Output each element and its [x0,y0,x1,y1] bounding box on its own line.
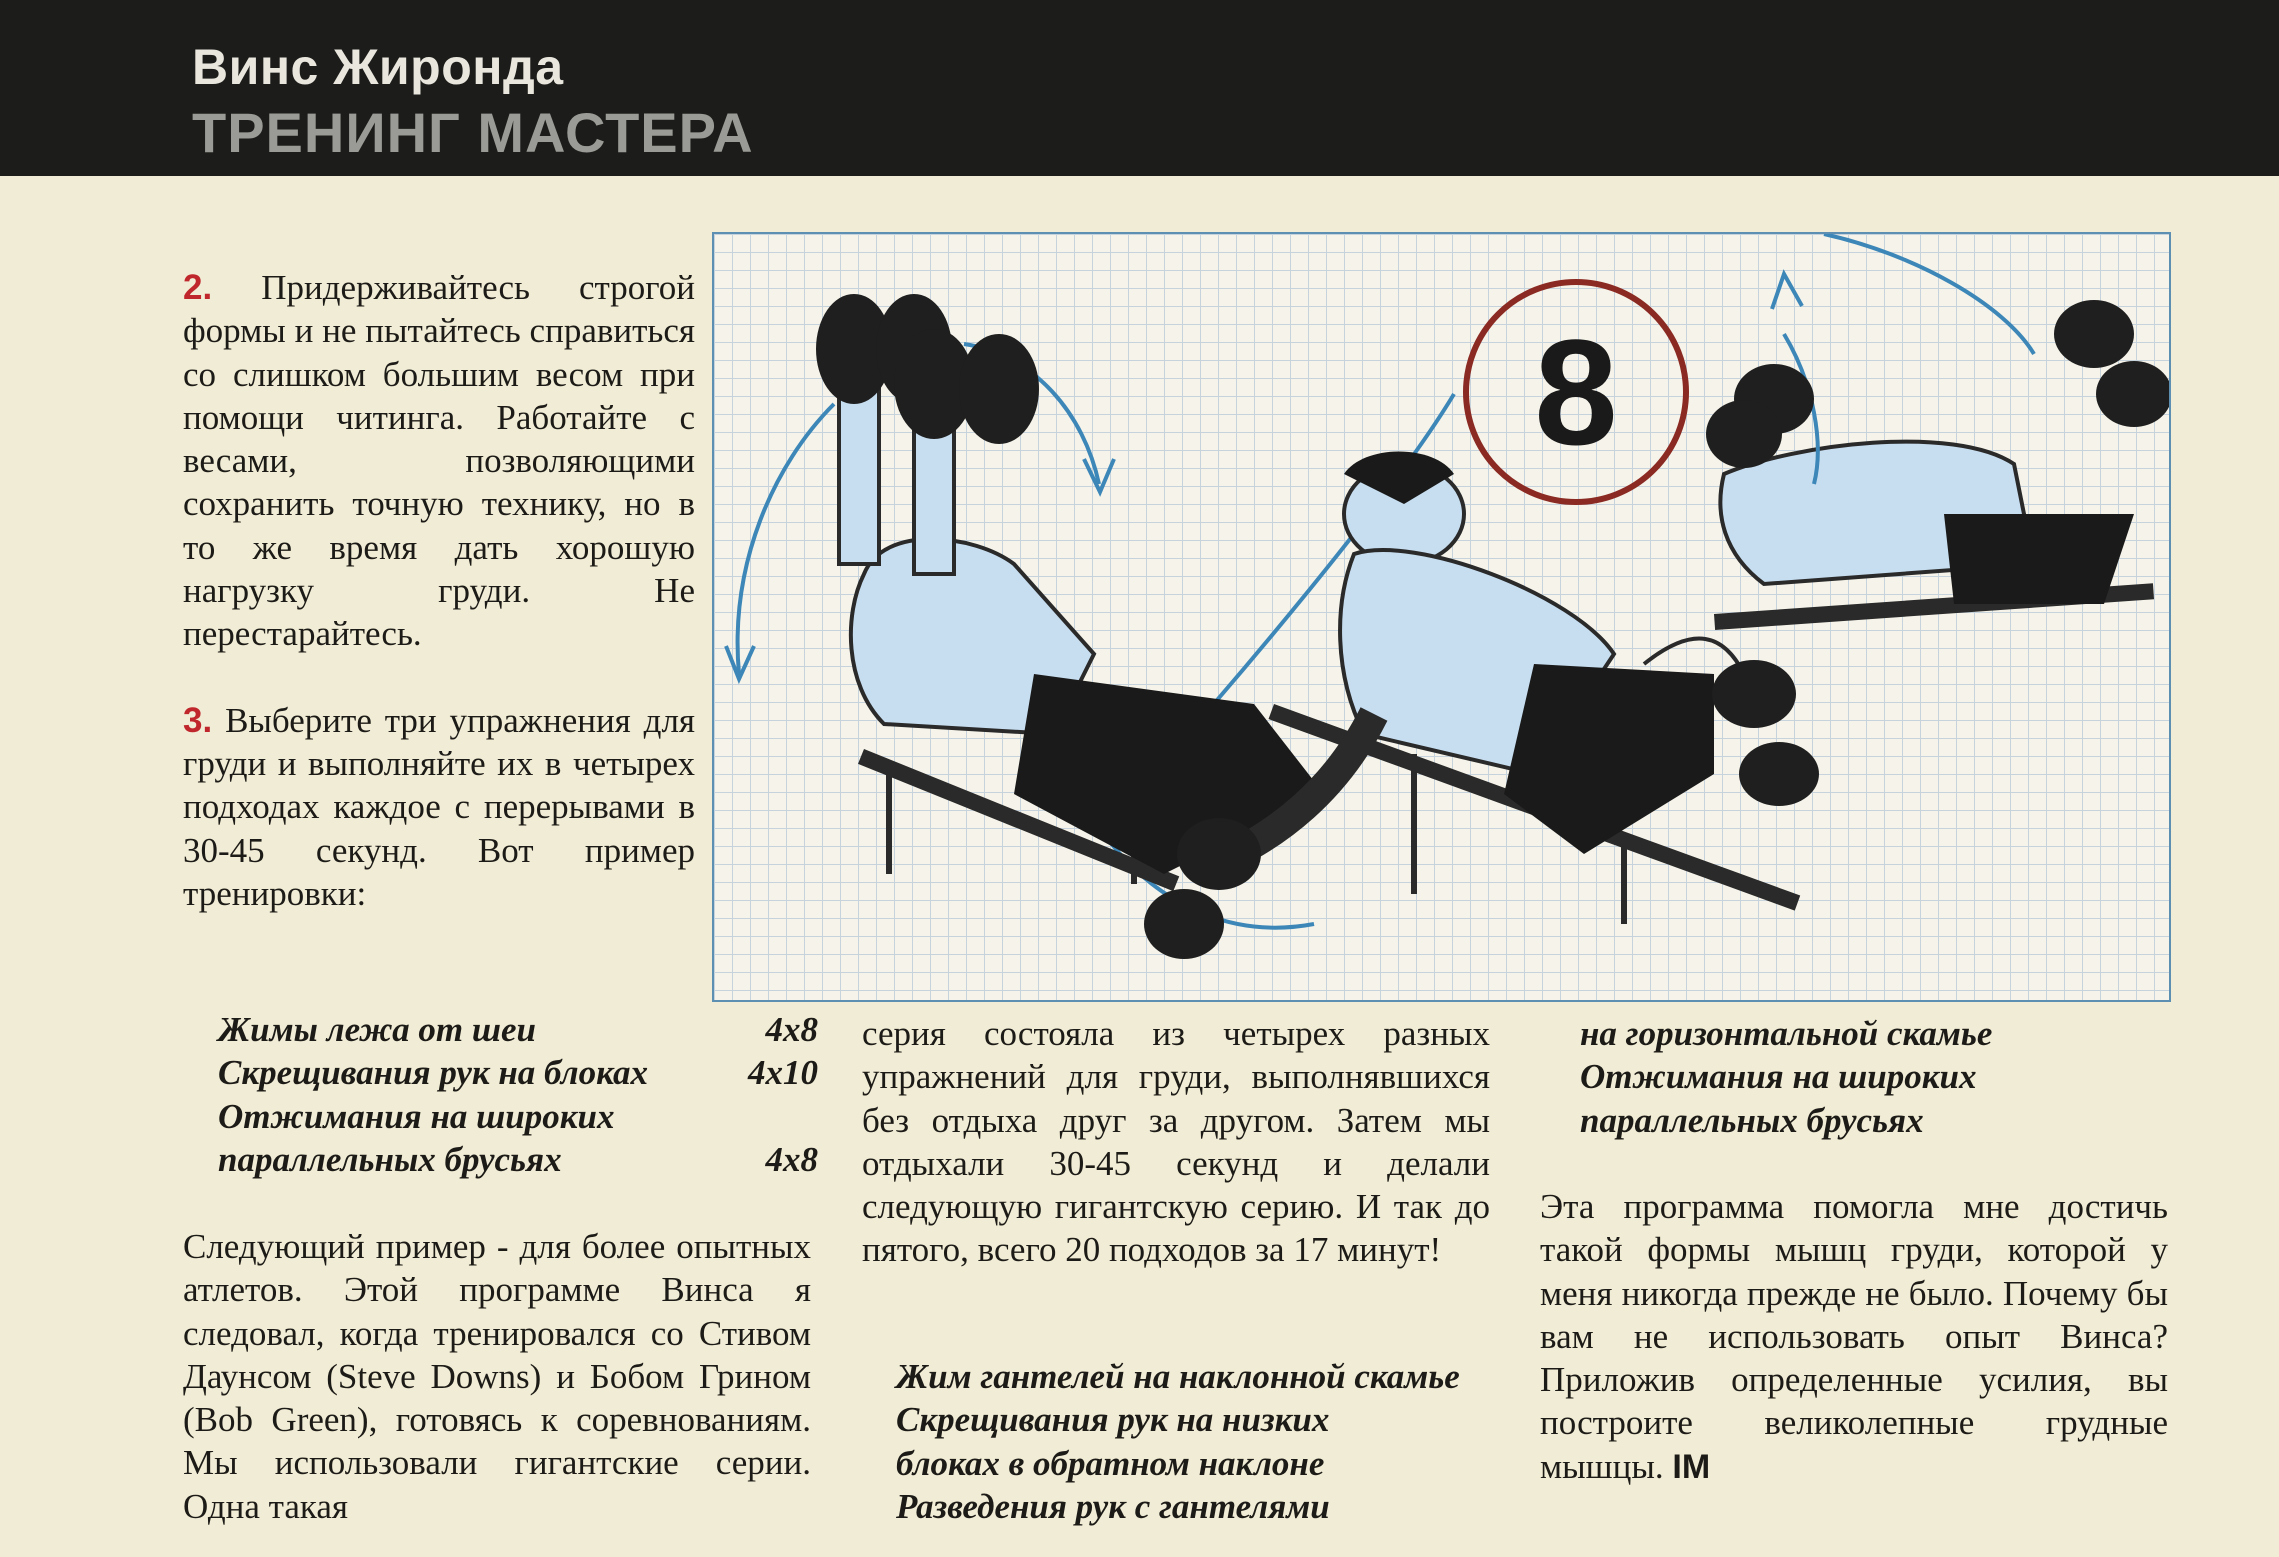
program-row [218,1051,818,1094]
workout-program-2 [896,1355,1516,1528]
header-band [0,0,2279,176]
workout-program-2-continued [1580,1012,2180,1142]
tip-3-text: Выберите три упражнения для груди и выполняйте их в четырех подходах каждое с перерывами в 30-45 секунд. Вот пример тренировки: [183,700,696,913]
conclusion-text: Эта программа помогла мне достичь такой формы мышц груди, которой у меня никогда прежде не было. Почему бы вам не использовать опыт Винса? Приложив определенные усилия, вы построите великолепные грудные мышцы. [1540,1187,2168,1486]
exercise-name: Жимы лежа от шеи [218,1010,536,1049]
program-row [218,1008,818,1051]
paragraph-giant-set: серия состояла из четырех разных упражнений для груди, выполнявшихся без отдыха друг за другом. Затем мы отдыхали 30-45 секунд и делали следующую гигантскую серию. И так до пятого, всего 20 подходов за 17 минут! [862,1014,1490,1270]
exercise-name: параллельных брусьях [218,1139,562,1179]
middle-column [862,1012,1490,1272]
program-row [218,1095,818,1138]
program-line: блоках в обратном наклоне [896,1443,1325,1483]
program-line: Отжимания на широких [1580,1057,1977,1097]
paragraph-conclusion [1540,1185,2168,1489]
workout-program-1 [218,1008,818,1181]
exercise-sets: 4x8 [765,1139,818,1179]
badge-number: 8 [1534,308,1618,476]
program-row [218,1138,818,1181]
exercise-name: Отжимания на широких [218,1096,615,1136]
exercise-illustration [712,232,2171,1002]
exercise-sets: 4x10 [748,1053,818,1093]
program-line: параллельных брусьях [1580,1100,1924,1140]
program-line: Скрещивания рук на низких [896,1400,1330,1440]
lifter-figure-right [1706,234,2169,630]
tip-3 [183,699,695,915]
tip-2-text: Придерживайтесь строгой формы и не пытайтесь справиться со слишком большим весом при помощи читинга. Работайте с весами, позволяющими сохранить точную технику, но в то же время дать хорошую нагрузку груди. Не перестарайтесь. [183,268,695,654]
lifter-figure-left [816,294,1324,891]
end-mark: IM [1672,1447,1711,1486]
tip-2-number: 2. [183,268,213,307]
rubric-title: ТРЕНИНГ МАСТЕРА [192,101,754,164]
left-column-bottom [183,1225,811,1528]
exercise-sets: 4x8 [765,1010,818,1049]
tip-3-number: 3. [183,700,213,740]
author-name: Винс Жиронда [192,39,564,95]
left-column-top [183,266,695,915]
program-line: Жим гантелей на наклонной скамье [896,1357,1460,1396]
program-line: на горизонтальной скамье [1580,1014,1993,1053]
illustration-drawing [714,234,2169,1000]
right-column-conclusion [1540,1185,2168,1489]
paragraph-advanced: Следующий пример - для более опытных атлетов. Этой программе Винса я следовал, когда тренировался со Стивом Даунсом (Steve Downs) и Бобом Грином (Bob Green), готовясь к соревнованиям. Мы использовали гигантские серии. Одна такая [183,1227,811,1526]
program-line: Разведения рук с гантелями [896,1486,1330,1526]
figure-number-badge [1466,282,1686,502]
tip-2 [183,266,695,656]
exercise-name: Скрещивания рук на блоках [218,1053,648,1093]
